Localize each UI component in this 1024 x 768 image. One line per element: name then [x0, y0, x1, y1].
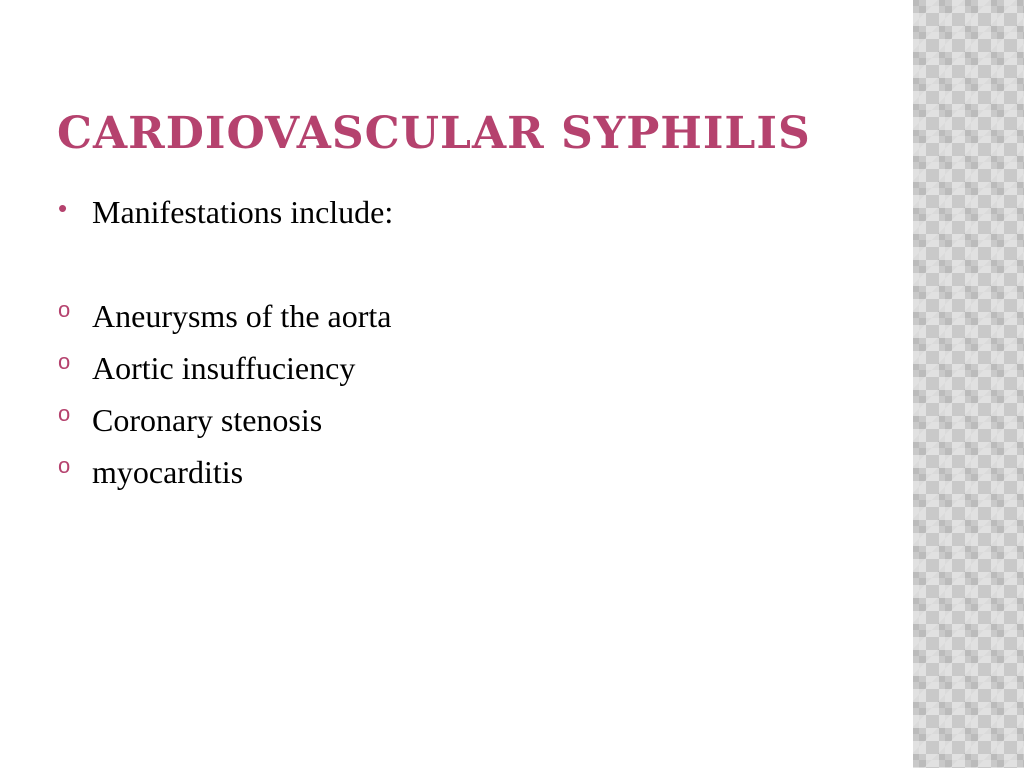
slide-content: [58, 190, 898, 502]
list-item-text: myocarditis: [92, 454, 244, 490]
bullet-circle-icon: o: [58, 349, 71, 374]
bullet-dot-icon: •: [58, 193, 68, 223]
bullet-intro: [58, 190, 898, 242]
list-item-text: Coronary stenosis: [92, 402, 323, 438]
decorative-side-panel: [913, 0, 1024, 768]
list-item: [58, 294, 898, 346]
list-item: [58, 346, 898, 398]
list-item-text: Aortic insuffuciency: [92, 350, 356, 386]
bullet-text: Manifestations include:: [92, 194, 394, 230]
bullet-circle-icon: o: [58, 401, 71, 426]
slide-title: CARDIOVASCULAR SYPHILIS: [57, 108, 811, 159]
list-item-text: Aneurysms of the aorta: [92, 298, 392, 334]
bullet-circle-icon: o: [58, 297, 71, 322]
list-item: [58, 450, 898, 502]
list-item: [58, 398, 898, 450]
bullet-circle-icon: o: [58, 453, 71, 478]
